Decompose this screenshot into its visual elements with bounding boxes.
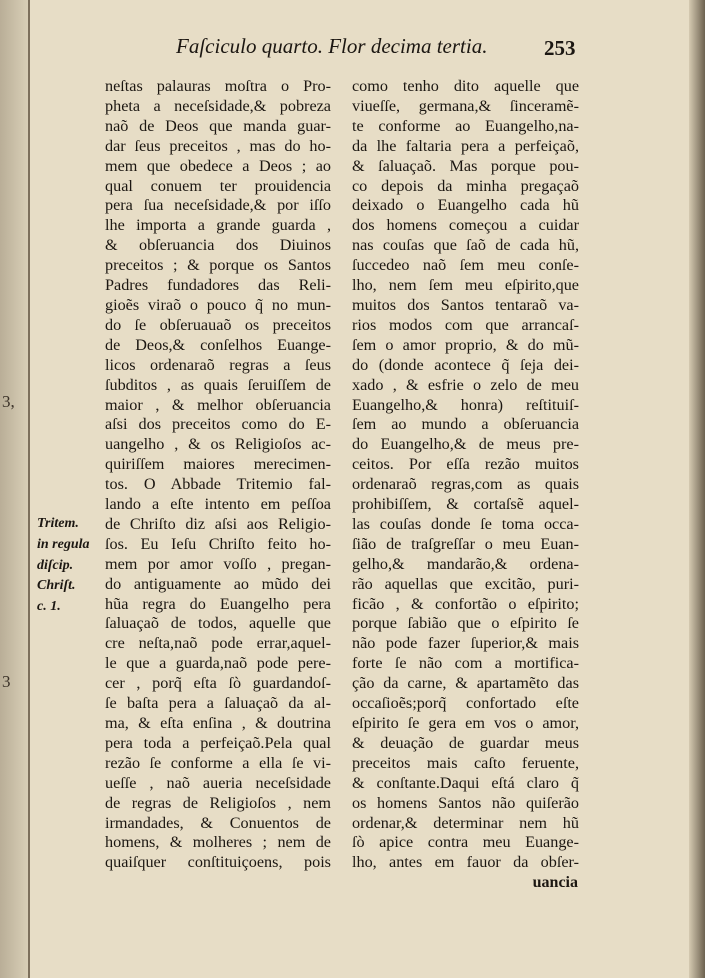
text-line: neſtas palauras moſtra o Pro- <box>105 77 331 95</box>
text-line: do ſe obſeruauaõ os preceitos <box>105 315 331 334</box>
text-line: preceitos mais caſto feruente, <box>352 753 579 772</box>
text-line: ueſſe , naõ aueria neceſsidade <box>105 773 331 792</box>
text-line: eſpirito ſe gera em vos o amor, <box>352 714 579 732</box>
text-line: & deuação de guardar meus <box>352 733 579 752</box>
text-line: tos. O Abbade Tritemio fal- <box>105 475 331 494</box>
text-line: rios modos com que arrancaſ- <box>352 315 579 334</box>
text-line: de Chriſto diz aſsi aos Religio- <box>105 514 331 533</box>
right-text-column <box>352 77 579 873</box>
text-line: lho, nem ſem meu eſpirito,que <box>352 276 579 295</box>
text-line: forte ſe não com a mortifica- <box>352 654 579 673</box>
text-line: ſe baſta pera a ſaluaçaõ da al- <box>105 694 331 713</box>
text-line: nas couſas que ſaõ de cada hũ, <box>352 236 579 255</box>
marginal-note-line: diſcip. <box>37 557 74 573</box>
text-line: Padres fundadores das Reli- <box>105 276 331 295</box>
text-line: & conſtante.Daqui eſtá claro q̃ <box>352 773 579 792</box>
text-line: muitos dos Santos tentaraõ va- <box>352 295 579 314</box>
text-line: preceitos ; & porque os Santos <box>105 256 331 275</box>
text-line: ſubditos , as quais ſeruiſſem de <box>105 375 331 394</box>
text-line: pera ſua neceſsidade,& por iſſo <box>105 196 331 215</box>
text-line: quiriſſem maiores merecimen- <box>105 455 331 474</box>
text-line: ficão , & confortão o eſpirito; <box>352 594 579 613</box>
text-line: porque ſabião que o eſpirito ſe <box>352 614 579 633</box>
text-line: hũa regra do Euangelho pera <box>105 594 331 613</box>
catchword: uancia <box>532 874 578 891</box>
text-line: ſião de traſgreſſar o meu Euan- <box>352 534 579 553</box>
marginal-note-line: Tritem. <box>37 516 79 531</box>
text-line: las couſas donde ſe toma occa- <box>352 514 579 533</box>
marginal-note-line: c. 1. <box>37 599 61 615</box>
text-line: da lhe faltaria pera a perfeiçaõ, <box>352 136 579 155</box>
text-line: uangelho , & os Religioſos ac- <box>105 435 331 454</box>
text-line: te conforme ao Euangelho,na- <box>352 116 579 135</box>
marginal-note <box>37 514 90 618</box>
text-line: le que a guarda,naõ pode pere- <box>105 654 331 673</box>
marginal-note-line: in regula <box>37 536 90 552</box>
text-line: & ſaluaçaõ. Mas porque pou- <box>352 156 579 175</box>
text-line: & obſeruancia dos Diuinos <box>105 236 331 255</box>
left-page-fragment: 3, <box>2 392 15 411</box>
text-line: rezão ſe conforme a ella ſe vi- <box>105 753 331 772</box>
text-line: rão aquellas que excitão, puri- <box>352 574 579 593</box>
text-line: ſem ao mundo a obſeruancia <box>352 415 579 434</box>
text-line: do (donde acontece q̃ ſeja dei- <box>352 355 579 374</box>
text-line: ordenar,& determinar nem hũ <box>352 813 579 832</box>
text-line: mem que obedece a Deos ; ao <box>105 156 331 175</box>
text-line: não pode fazer ſuperior,& mais <box>352 634 579 653</box>
text-line: como tenho dito aquelle que <box>352 77 579 95</box>
text-line: ção da carne, & apartamẽto das <box>352 674 579 693</box>
marginal-note-line: Chriſt. <box>37 578 76 594</box>
running-title: Faſciculo quarto. Flor decima tertia. <box>176 34 488 58</box>
text-line: qual conuem ter prouidencia <box>105 176 331 195</box>
text-line: ceitos. Por eſſa rezão muitos <box>352 455 579 474</box>
text-line: lhe importa a grande guarda , <box>105 216 331 235</box>
text-line: ſuccedeo naõ ſem meu conſe- <box>352 256 579 275</box>
text-line: cer , porq̃ eſta ſò guardandoſ- <box>105 674 331 693</box>
book-gutter <box>28 0 30 978</box>
previous-page-edge <box>0 0 28 978</box>
page-number: 253 <box>544 36 576 60</box>
text-line: naõ de Deos que manda guar- <box>105 116 331 135</box>
page-right-edge-shadow <box>689 0 705 978</box>
text-line: lando a eſte intento em peſſoa <box>105 495 331 514</box>
text-line: gelho,& mandarão,& ordena- <box>352 554 579 573</box>
text-line: Euangelho,& honra) reſtituiſ- <box>352 395 579 414</box>
text-line: pheta a neceſsidade,& pobreza <box>105 96 331 115</box>
text-line: pera toda a perfeiçaõ.Pela qual <box>105 733 331 752</box>
text-line: dos homens começou a cuidar <box>352 216 579 235</box>
text-line: co depois da minha pregaçaõ <box>352 176 579 195</box>
text-line: ſos. Eu Ieſu Chriſto feito ho- <box>105 534 331 553</box>
text-line: ſò apice contra meu Euange- <box>352 833 579 852</box>
text-line: deixado o Euangelho cada hũ <box>352 196 579 215</box>
text-line: de Deos,& conſelhos Euange- <box>105 335 331 354</box>
text-line: de regras de Religioſos , nem <box>105 793 331 812</box>
left-page-fragment: 3 <box>2 672 11 691</box>
text-line: ſaluaçaõ de todos, aquelle que <box>105 614 331 633</box>
text-line: do Euangelho,& de meus pre- <box>352 435 579 454</box>
text-line: do antiguamente ao mũdo dei <box>105 574 331 593</box>
text-line: licos ordenaraõ regras a ſeus <box>105 355 331 374</box>
left-text-column <box>105 77 331 873</box>
text-line: gioẽs viraõ o pouco q̃ no mun- <box>105 295 331 314</box>
text-line: cre neſta,naõ pode errar,aquel- <box>105 634 331 653</box>
text-line: occaſioẽs;porq̃ confortado eſte <box>352 694 579 713</box>
text-line: xado , & esfrie o zelo de meu <box>352 375 579 394</box>
text-line: ſem o amor proprio, & do mũ- <box>352 335 579 354</box>
text-line: quaiſquer conſtituiçoens, pois <box>105 853 331 872</box>
text-line: ma, & eſta enſina , & doutrina <box>105 714 331 732</box>
text-line: viueſſe, germana,& ſinceramẽ- <box>352 96 579 115</box>
text-line: prohibiſſem, & cortaſsẽ aquel- <box>352 495 579 514</box>
text-line: maior , & melhor obſeruancia <box>105 395 331 414</box>
text-line: dar ſeus preceitos , mas do ho- <box>105 136 331 155</box>
text-line: irmandades, & Conuentos de <box>105 813 331 832</box>
text-line: ordenaraõ regras,com as quais <box>352 475 579 494</box>
text-line: lho, antes em fauor da obſer- <box>352 853 579 872</box>
text-line: aſsi dos preceitos como do E- <box>105 415 331 434</box>
text-line: mem por amor voſſo , pregan- <box>105 554 331 573</box>
text-line: os homens Santos não quiſerão <box>352 793 579 812</box>
text-line: homens, & molheres ; nem de <box>105 833 331 852</box>
